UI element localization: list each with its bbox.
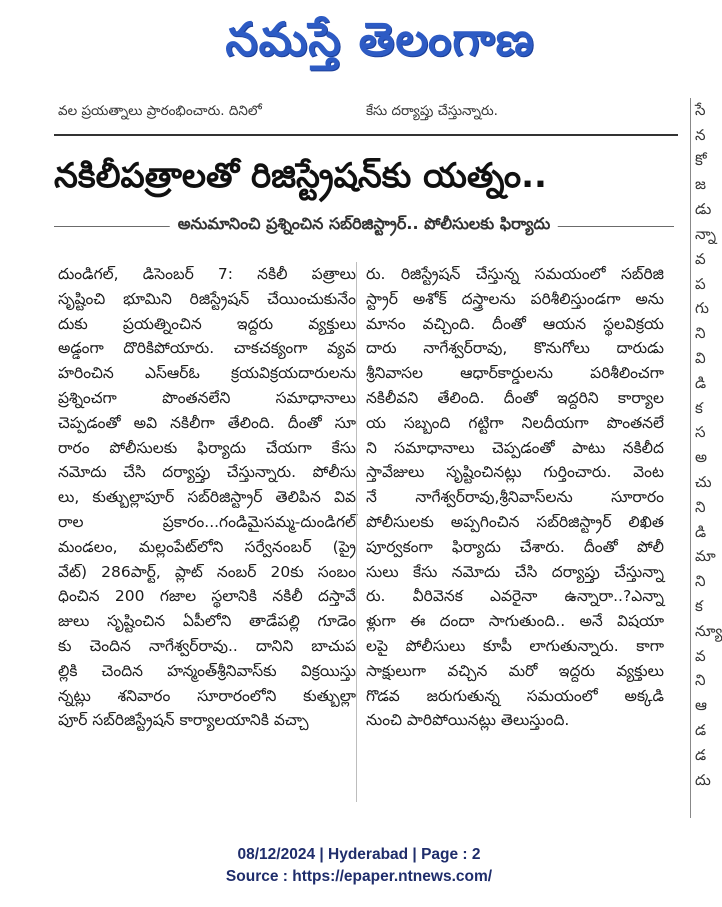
article-text-line: అడ్డంగా దొరికిపోయారు. చాకచక్యంగా వ్యవ <box>58 339 356 358</box>
article-text-line: పూర్ సబ్‌రిజిస్ట్రేషన్ కార్యాలయానికి వచ్చా <box>58 711 309 730</box>
edge-text-fragment: కో <box>695 150 707 169</box>
article-column-left <box>58 262 356 733</box>
article-text-line: దారు నాగేశ్వర్‌రావు, కొనుగోలు దారుడు <box>366 339 664 358</box>
article-text-line: రు. వీరివెనక ఎవరైనా ఉన్నారా..?ఎన్నా <box>366 587 664 606</box>
footer-source: Source : https://epaper.ntnews.com/ <box>225 868 493 885</box>
edge-text-fragment: దు <box>695 770 711 789</box>
masthead-logo: నమస్తే తెలంగాణ <box>225 12 535 66</box>
article-text-line: చెప్పడంతో అవి నకిలీగా తేలింది. దీంతో సూ <box>58 413 356 432</box>
footer-date-edition: 08/12/2024 | Hyderabad | Page : 2 <box>237 846 481 863</box>
edge-text-fragment: స <box>695 423 706 442</box>
edge-text-fragment: డ <box>695 745 707 764</box>
edge-text-fragment: అ <box>695 448 708 467</box>
article-text-line: దుండిగల్, డిసెంబర్ 7: నకిలీ పత్రాలు <box>58 265 356 283</box>
subheadline-bar <box>54 212 674 242</box>
edge-text-fragment: డు <box>695 200 712 219</box>
edge-text-fragment: వ <box>695 249 706 268</box>
article-text-line: మండలం, మల్లంపేట్‌లోని సర్వేనంబర్ (ప్రై <box>58 537 356 556</box>
edge-text-fragment: చు <box>695 472 712 491</box>
edge-text-fragment: క <box>695 596 703 615</box>
adjacent-article-edge <box>690 98 722 818</box>
article-subheadline: అనుమానించి ప్రశ్నించిన సబ్‌రిజిస్ట్రార్.. పోలీసులకు ఫిర్యాదు <box>170 214 558 237</box>
edge-text-fragment: ని <box>695 572 706 591</box>
article-text-line: రు. రిజిస్ట్రేషన్ చేస్తున్న సమయంలో సబ్‌రిజి <box>366 265 664 283</box>
article-text-line: నుంచి పారిపోయినట్లు తెలుస్తుంది. <box>366 711 570 730</box>
article-text-line: నకిలీవని తేలింది. దీంతో ఇద్దరిని కార్యాల <box>366 388 664 407</box>
edge-text-fragment: ఆ <box>695 696 707 715</box>
previous-article-right-line: కేసు దర్యాప్తు చేస్తున్నారు. <box>366 103 498 119</box>
article-text-line: రాల ప్రకారం...గండిమైసమ్మ-దుండిగల్ <box>58 512 356 531</box>
article-text-line: నమోదు చేసి దర్యాప్తు చేస్తున్నారు. పోలీసు <box>58 463 356 482</box>
edge-text-fragment: ని <box>695 497 706 516</box>
edge-text-fragment: ని <box>695 671 706 690</box>
article-text-line: హరించిన ఎస్ఆర్ఓ క్రయవిక్రయదారులను <box>58 364 356 383</box>
edge-text-fragment: న <box>695 125 706 144</box>
article-text-line: లపై పోలీసులు కూపీ లాగుతున్నారు. కాగా <box>366 636 664 655</box>
edge-text-fragment: డి <box>695 373 707 392</box>
article-column-right <box>366 262 664 733</box>
article-text-line: గొడవ జరుగుతున్న సమయంలో అక్కడి <box>366 686 664 705</box>
top-rule <box>54 134 678 136</box>
edge-text-fragment: న్నా <box>695 224 717 243</box>
edge-text-fragment: న్యూ <box>695 621 722 640</box>
article-text-line: ళ్లుగా ఈ దందా సాగుతుంది.. అనే విషయా <box>366 612 664 631</box>
article-text-line: స్ట్రార్ అశోక్ దస్త్రాలను పరిశీలిస్తుండగా అను <box>366 289 664 308</box>
article-text-line: పూర్వకంగా ఫిర్యాదు చేశారు. దీంతో పోలీ <box>366 537 664 556</box>
edge-text-fragment: డి <box>695 522 707 541</box>
edge-text-fragment: సే <box>695 101 706 119</box>
article-text-line: శ్రీనివాస‌ల ఆధార్‌కార్డులను పరిశీలించగా <box>366 364 664 383</box>
edge-text-fragment: ప <box>695 274 706 293</box>
article-headline: నకిలీపత్రాలతో రిజిస్ట్రేషన్‌కు యత్నం.. <box>54 156 547 196</box>
article-text-line: ప్రశ్నించగా పొంతనలేని సమాధానాలు <box>58 388 356 407</box>
edge-text-fragment: ని <box>695 324 706 343</box>
article-text-line: పోలీసులకు అప్పగించిన సబ్‌రిజిస్ట్రార్ లిఖిత <box>366 512 664 531</box>
article-text-line: దుకు ప్రయత్నించిన ఇద్దరు వ్యక్తులు <box>58 314 356 333</box>
article-text-line: స్తావేజులు సృష్టించినట్లు గుర్తించారు. వెంట <box>366 463 664 482</box>
newspaper-clipping <box>40 0 690 830</box>
edge-text-fragment: క <box>695 398 703 417</box>
edge-text-fragment: మా <box>695 547 716 566</box>
article-text-line: ల్లికి చెందిన హన్మంత్‌శ్రీనివాస్‌కు విక్రయిస్తు <box>58 661 356 680</box>
article-text-line: సులు కేసు నమోదు చేసి దర్యాప్తు చేస్తున్నా <box>366 562 664 581</box>
article-text-line: సాక్షులుగా వచ్చిన మరో ఇద్దరు వ్యక్తులు <box>366 661 664 680</box>
column-divider <box>356 262 357 802</box>
article-text-line: లు, కుత్బుల్లాపూర్ సబ్‌రిజిస్ట్రార్ తెలిపిన వివ <box>58 488 356 507</box>
edge-text-fragment: డ <box>695 720 707 739</box>
article-text-line: సృష్టించి భూమిని రిజిస్ట్రేషన్ చేయించుకునేం <box>58 289 356 308</box>
edge-text-fragment: వి <box>695 348 706 367</box>
article-text-line: ని సమాధానాలు చెప్పడంతో పాటు నకిలీద <box>366 438 664 457</box>
article-text-line: ధించిన 200 గజాల స్థలానికి నకిలీ దస్తావే <box>58 587 356 606</box>
article-text-line: య సబ్బంది గట్టిగా నిలదీయగా పొంతనలే <box>366 413 664 432</box>
article-text-line: వేట్) 286పార్ట్, ప్లాట్ నంబర్ 20కు సంబం <box>58 562 356 581</box>
article-text-line: రారం పోలీసులకు ఫిర్యాదు చేయగా కేసు <box>58 438 356 457</box>
article-text-line: మానం వచ్చింది. దీంతో ఆయన స్థలవిక్రయ <box>366 314 664 333</box>
previous-article-left-line: వల ప్రయత్నాలు ప్రారంభించారు. దినిలో <box>58 103 262 119</box>
article-text-line: జులు సృష్టించిన ఏపీలోని తాడేపల్లి గూడెం <box>58 612 356 631</box>
article-text-line: నే నాగేశ్వర్‌రావు,శ్రీనివాస్‌లను సూరారం <box>366 488 664 507</box>
article-text-line: న్నట్లు శనివారం సూరారంలోని కుత్బుల్లా <box>58 686 356 705</box>
edge-text-fragment: జ <box>695 175 706 194</box>
article-text-line: కు చెందిన నాగేశ్వర్‌రావు.. దానిని బాచుప <box>58 636 356 655</box>
edge-text-fragment: గు <box>695 299 709 318</box>
edge-text-fragment: వ <box>695 646 706 665</box>
